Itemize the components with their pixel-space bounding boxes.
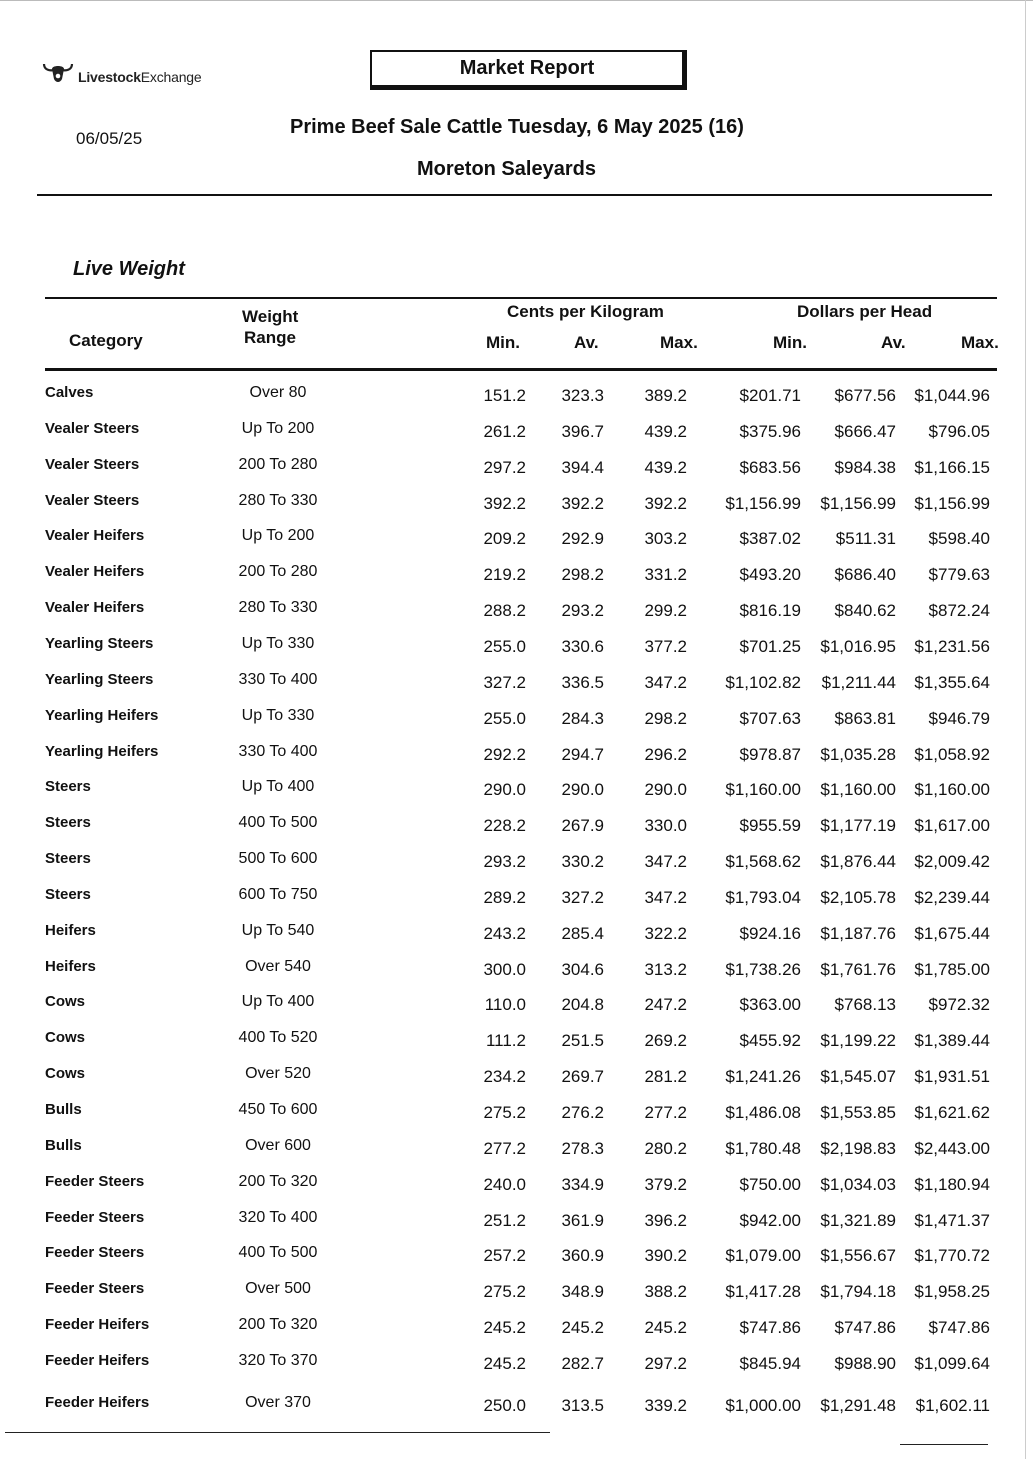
dollars-av-cell: $1,321.89 (820, 1210, 896, 1230)
category-cell: Cows (45, 993, 86, 1011)
cents-av-cell: 294.7 (561, 744, 604, 764)
dollars-min-cell: $387.02 (739, 529, 801, 549)
category-cell: Cows (45, 1065, 86, 1083)
dollars-av-cell: $1,794.18 (820, 1282, 896, 1302)
dollars-av-cell: $840.62 (834, 601, 896, 621)
cents-min-cell: 392.2 (483, 493, 526, 513)
category-cell: Steers (45, 778, 91, 796)
cents-av-cell: 327.2 (561, 887, 604, 907)
cents-min-cell: 228.2 (483, 816, 526, 836)
category-cell: Feeder Steers (45, 1280, 145, 1298)
dollars-max-cell: $796.05 (928, 421, 990, 441)
cents-av-cell: 293.2 (561, 601, 604, 621)
cents-min-cell: 209.2 (483, 529, 526, 549)
weight-range-cell: Up To 200 (241, 527, 315, 545)
dollars-max-cell: $1,166.15 (914, 457, 990, 477)
weight-range-cell: Over 80 (249, 384, 307, 401)
dollars-min-cell: $1,793.04 (725, 887, 801, 907)
category-cell: Heifers (45, 957, 96, 975)
category-cell: Yearling Steers (45, 634, 154, 652)
cents-min-cell: 243.2 (483, 923, 526, 943)
dollars-min-cell: $924.16 (739, 923, 801, 943)
weight-range-cell: 330 To 400 (238, 742, 318, 760)
column-header-category: Category (69, 331, 143, 350)
cents-max-cell: 389.2 (644, 386, 687, 405)
dollars-max-cell: $1,156.99 (914, 493, 990, 513)
dollars-max-cell: $2,009.42 (914, 852, 990, 872)
cents-max-cell: 303.2 (644, 529, 687, 549)
dollars-min-cell: $493.20 (739, 565, 801, 585)
column-header-cents-min: Min. (486, 333, 520, 352)
cents-av-cell: 285.4 (561, 923, 604, 943)
cents-av-cell: 269.7 (561, 1067, 604, 1087)
cents-av-cell: 336.5 (561, 672, 604, 692)
category-cell: Vealer Heifers (45, 599, 145, 617)
category-cell: Vealer Steers (45, 491, 140, 509)
dollars-max-cell: $779.63 (928, 565, 990, 585)
dollars-min-cell: $455.92 (739, 1031, 801, 1051)
cents-max-cell: 392.2 (644, 493, 687, 513)
dollars-max-cell: $598.40 (928, 529, 990, 549)
dollars-max-cell: $747.86 (928, 1318, 990, 1338)
dollars-av-cell: $2,198.83 (820, 1138, 896, 1158)
dollars-av-cell: $1,160.00 (820, 780, 896, 800)
weight-range-cell: 200 To 280 (238, 563, 318, 581)
cents-min-cell: 110.0 (484, 995, 526, 1015)
category-cell: Vealer Steers (45, 419, 140, 437)
cents-min-cell: 240.0 (483, 1174, 526, 1194)
cents-av-cell: 292.9 (561, 529, 604, 549)
weight-range-cell: Up To 200 (241, 419, 315, 437)
dollars-av-cell: $666.47 (834, 421, 896, 441)
bottom-rule-left (5, 1432, 550, 1433)
cents-min-cell: 255.0 (483, 636, 526, 656)
weight-range-cell: Over 540 (245, 957, 311, 975)
category-cell: Feeder Steers (45, 1244, 145, 1262)
cents-max-cell: 388.2 (644, 1282, 687, 1302)
dollars-av-cell: $1,016.95 (820, 636, 896, 656)
cents-av-cell: 298.2 (561, 565, 604, 585)
dollars-min-cell: $701.25 (739, 636, 801, 656)
cents-min-cell: 292.2 (483, 744, 526, 764)
cents-max-cell: 245.2 (644, 1318, 687, 1338)
dollars-av-cell: $747.86 (834, 1318, 896, 1338)
cents-max-cell: 290.0 (644, 780, 687, 800)
category-cell: Feeder Heifers (45, 1316, 150, 1334)
column-header-dollars-min: Min. (773, 333, 807, 352)
cents-av-cell: 392.2 (561, 493, 604, 513)
cents-max-cell: 280.2 (644, 1138, 687, 1158)
dollars-av-cell: $686.40 (834, 565, 896, 585)
cents-max-cell: 379.2 (644, 1174, 687, 1194)
dollars-min-cell: $1,102.82 (725, 672, 801, 692)
dollars-min-cell: $845.94 (739, 1353, 801, 1373)
cents-av-cell: 334.9 (561, 1174, 604, 1194)
cents-av-cell: 396.7 (561, 421, 604, 441)
category-cell: Feeder Heifers (45, 1393, 150, 1411)
page-right-edge (1025, 0, 1026, 1459)
dollars-min-cell: $375.96 (739, 421, 801, 441)
cents-av-cell: 245.2 (561, 1318, 604, 1338)
cents-min-cell: 151.2 (483, 386, 526, 405)
weight-range-cell: 330 To 400 (238, 670, 318, 688)
cents-max-cell: 396.2 (644, 1210, 687, 1230)
dollars-min-cell: $1,568.62 (725, 852, 801, 872)
cents-av-cell: 278.3 (561, 1138, 604, 1158)
weight-range-cell: 200 To 320 (238, 1316, 318, 1334)
dollars-av-cell: $984.38 (834, 457, 896, 477)
weight-range-cell: Over 520 (245, 1065, 311, 1083)
dollars-min-cell: $1,417.28 (725, 1282, 801, 1302)
cents-max-cell: 439.2 (644, 421, 687, 441)
livestock-exchange-logo (40, 48, 201, 88)
column-group-dollars: Dollars per Head (797, 302, 933, 321)
cents-max-cell: 347.2 (644, 672, 687, 692)
dollars-max-cell: $1,785.00 (914, 959, 990, 979)
dollars-av-cell: $1,291.48 (820, 1395, 896, 1415)
dollars-max-cell: $1,180.94 (914, 1174, 990, 1194)
dollars-av-cell: $1,761.76 (820, 959, 896, 979)
cents-max-cell: 322.2 (644, 923, 687, 943)
dollars-min-cell: $1,000.00 (725, 1395, 801, 1415)
weight-range-cell: 320 To 400 (238, 1208, 318, 1226)
weight-range-cell: Over 500 (245, 1280, 311, 1298)
cents-max-cell: 281.2 (644, 1067, 687, 1087)
dollars-av-cell: $1,556.67 (820, 1246, 896, 1266)
sale-title: Prime Beef Sale Cattle Tuesday, 6 May 2025 (16) (290, 116, 744, 138)
dollars-min-cell: $683.56 (739, 457, 801, 477)
dollars-max-cell: $872.24 (928, 601, 990, 621)
dollars-max-cell: $1,675.44 (914, 923, 990, 943)
category-cell: Vealer Heifers (45, 527, 145, 545)
dollars-min-cell: $1,160.00 (725, 780, 801, 800)
dollars-max-cell: $1,931.51 (914, 1067, 990, 1087)
dollars-av-cell: $1,876.44 (820, 852, 896, 872)
cents-min-cell: 234.2 (483, 1067, 526, 1087)
dollars-min-cell: $1,156.99 (725, 493, 801, 513)
cents-max-cell: 313.2 (644, 959, 687, 979)
dollars-min-cell: $201.71 (739, 386, 801, 405)
table-header-rule (45, 368, 997, 371)
cents-min-cell: 245.2 (483, 1353, 526, 1373)
cents-av-cell: 304.6 (561, 959, 604, 979)
dollars-av-cell: $2,105.78 (820, 887, 896, 907)
weight-range-cell: Up To 330 (241, 706, 315, 724)
dollars-min-cell: $1,486.08 (725, 1103, 801, 1122)
cents-min-cell: 261.2 (483, 421, 526, 441)
dollars-max-cell: $2,443.00 (914, 1138, 990, 1158)
cents-max-cell: 299.2 (644, 601, 687, 621)
dollars-av-cell: $511.31 (835, 529, 896, 549)
cents-max-cell: 330.0 (644, 816, 687, 836)
dollars-av-cell: $1,177.19 (820, 816, 896, 836)
cents-max-cell: 331.2 (644, 565, 687, 585)
cents-min-cell: 277.2 (483, 1138, 526, 1158)
category-cell: Bulls (45, 1101, 82, 1118)
weight-range-cell: 400 To 520 (238, 1029, 318, 1047)
dollars-max-cell: $1,044.96 (914, 386, 990, 405)
weight-range-cell: Over 370 (245, 1393, 311, 1411)
cents-min-cell: 255.0 (483, 708, 526, 728)
column-header-range: Range (244, 328, 296, 347)
header-divider (37, 194, 992, 196)
dollars-max-cell: $1,160.00 (914, 780, 990, 800)
column-group-cents: Cents per Kilogram (507, 302, 664, 321)
column-header-dollars-max: Max. (961, 333, 999, 352)
dollars-av-cell: $1,199.22 (820, 1031, 896, 1051)
cents-min-cell: 275.2 (483, 1103, 526, 1122)
dollars-av-cell: $1,211.44 (821, 672, 896, 692)
cents-av-cell: 323.3 (561, 386, 604, 405)
cents-max-cell: 339.2 (644, 1395, 687, 1415)
cents-min-cell: 111.2 (485, 1031, 526, 1051)
logo-text: LivestockExchange (78, 69, 202, 85)
weight-range-cell: 400 To 500 (238, 1244, 318, 1262)
cents-max-cell: 377.2 (644, 636, 687, 656)
report-type-box: Market Report (370, 50, 687, 90)
dollars-min-cell: $1,738.26 (725, 959, 801, 979)
cents-min-cell: 300.0 (483, 959, 526, 979)
column-header-cents-av: Av. (574, 333, 599, 352)
category-cell: Calves (45, 384, 94, 401)
page-top-edge (0, 0, 1033, 1)
dollars-max-cell: $1,621.62 (914, 1103, 990, 1122)
cents-max-cell: 297.2 (644, 1353, 687, 1373)
cents-av-cell: 394.4 (561, 457, 604, 477)
column-header-cents-max: Max. (660, 333, 698, 352)
cents-min-cell: 250.0 (483, 1395, 526, 1415)
cents-min-cell: 297.2 (483, 457, 526, 477)
category-cell: Steers (45, 850, 91, 868)
weight-range-cell: 600 To 750 (238, 885, 318, 903)
weight-range-cell: 500 To 600 (238, 850, 318, 868)
report-date: 06/05/25 (76, 129, 143, 148)
cents-min-cell: 290.0 (483, 780, 526, 800)
cents-min-cell: 275.2 (483, 1282, 526, 1302)
dollars-av-cell: $988.90 (834, 1353, 896, 1373)
dollars-av-cell: $1,035.28 (820, 744, 896, 764)
cents-max-cell: 269.2 (644, 1031, 687, 1051)
column-header-weight: Weight (242, 307, 299, 326)
cents-min-cell: 257.2 (483, 1246, 526, 1266)
dollars-av-cell: $677.56 (834, 386, 896, 405)
dollars-min-cell: $363.00 (739, 995, 801, 1015)
cents-av-cell: 290.0 (561, 780, 604, 800)
dollars-max-cell: $1,389.44 (914, 1031, 990, 1051)
column-header-dollars-av: Av. (881, 333, 906, 352)
dollars-min-cell: $816.19 (739, 601, 801, 621)
cents-max-cell: 298.2 (644, 708, 687, 728)
category-cell: Cows (45, 1029, 86, 1047)
weight-range-cell: 320 To 370 (238, 1351, 318, 1369)
category-cell: Heifers (45, 921, 96, 939)
cents-max-cell: 247.2 (644, 995, 687, 1015)
cents-av-cell: 204.8 (561, 995, 604, 1015)
cents-min-cell: 245.2 (483, 1318, 526, 1338)
cents-min-cell: 251.2 (483, 1210, 526, 1230)
dollars-max-cell: $1,602.11 (915, 1395, 990, 1415)
bottom-rule-right (900, 1444, 988, 1445)
cents-max-cell: 347.2 (644, 852, 687, 872)
cents-av-cell: 276.2 (561, 1103, 604, 1122)
cents-av-cell: 282.7 (561, 1353, 604, 1373)
bull-head-icon (40, 52, 76, 88)
dollars-max-cell: $1,770.72 (914, 1246, 990, 1266)
weight-range-cell: 200 To 320 (238, 1172, 318, 1190)
dollars-av-cell: $1,034.03 (820, 1174, 896, 1194)
weight-range-cell: Up To 400 (241, 778, 315, 796)
dollars-max-cell: $946.79 (928, 708, 990, 728)
cents-av-cell: 251.5 (561, 1031, 604, 1051)
cents-av-cell: 361.9 (561, 1210, 604, 1230)
dollars-min-cell: $747.86 (739, 1318, 801, 1338)
weight-range-cell: 200 To 280 (238, 455, 318, 473)
dollars-av-cell: $1,187.76 (820, 923, 896, 943)
cents-av-cell: 360.9 (561, 1246, 604, 1266)
cents-max-cell: 439.2 (644, 457, 687, 477)
dollars-min-cell: $707.63 (739, 708, 801, 728)
dollars-max-cell: $1,099.64 (914, 1353, 990, 1373)
dollars-max-cell: $1,958.25 (914, 1282, 990, 1302)
weight-range-cell: Up To 400 (241, 993, 315, 1011)
dollars-av-cell: $1,545.07 (820, 1067, 896, 1087)
dollars-min-cell: $978.87 (739, 744, 801, 764)
cents-min-cell: 327.2 (483, 672, 526, 692)
cents-max-cell: 390.2 (644, 1246, 687, 1266)
dollars-min-cell: $1,079.00 (725, 1246, 801, 1266)
table-top-rule (45, 297, 997, 299)
dollars-max-cell: $972.32 (928, 995, 990, 1015)
cents-av-cell: 267.9 (561, 816, 604, 836)
dollars-max-cell: $1,231.56 (914, 636, 990, 656)
cents-min-cell: 289.2 (483, 887, 526, 907)
cents-av-cell: 330.2 (561, 852, 604, 872)
category-cell: Steers (45, 885, 91, 903)
dollars-min-cell: $942.00 (739, 1210, 801, 1230)
dollars-av-cell: $863.81 (834, 708, 896, 728)
weight-range-cell: 450 To 600 (238, 1101, 318, 1118)
dollars-min-cell: $750.00 (739, 1174, 801, 1194)
category-cell: Bulls (45, 1136, 82, 1154)
dollars-max-cell: $1,355.64 (914, 672, 990, 692)
cents-av-cell: 284.3 (561, 708, 604, 728)
dollars-max-cell: $1,617.00 (914, 816, 990, 836)
dollars-max-cell: $1,471.37 (914, 1210, 990, 1230)
dollars-min-cell: $955.59 (739, 816, 801, 836)
weight-range-cell: Up To 540 (241, 921, 315, 939)
cents-max-cell: 296.2 (644, 744, 687, 764)
dollars-av-cell: $1,553.85 (820, 1103, 896, 1122)
cents-max-cell: 277.2 (644, 1103, 687, 1122)
weight-range-cell: 280 To 330 (238, 599, 318, 617)
cents-min-cell: 293.2 (483, 852, 526, 872)
category-cell: Vealer Steers (45, 455, 140, 473)
dollars-min-cell: $1,780.48 (725, 1138, 801, 1158)
dollars-max-cell: $2,239.44 (914, 887, 990, 907)
dollars-max-cell: $1,058.92 (914, 744, 990, 764)
cents-av-cell: 348.9 (561, 1282, 604, 1302)
weight-range-cell: Up To 330 (241, 634, 315, 652)
dollars-av-cell: $768.13 (834, 995, 896, 1015)
category-cell: Feeder Heifers (45, 1351, 150, 1369)
cents-min-cell: 219.2 (483, 565, 526, 585)
section-title: Live Weight (73, 258, 185, 280)
category-cell: Yearling Heifers (45, 742, 159, 760)
category-cell: Feeder Steers (45, 1208, 145, 1226)
category-cell: Yearling Heifers (45, 706, 159, 724)
weight-range-cell: 280 To 330 (238, 491, 318, 509)
category-cell: Feeder Steers (45, 1172, 145, 1190)
dollars-min-cell: $1,241.26 (725, 1067, 801, 1087)
venue-name: Moreton Saleyards (417, 158, 596, 180)
dollars-av-cell: $1,156.99 (820, 493, 896, 513)
weight-range-cell: 400 To 500 (238, 814, 318, 832)
category-cell: Steers (45, 814, 91, 832)
cents-max-cell: 347.2 (644, 887, 687, 907)
cents-min-cell: 288.2 (483, 601, 526, 621)
category-cell: Yearling Steers (45, 670, 154, 688)
weight-range-cell: Over 600 (245, 1136, 311, 1154)
cents-av-cell: 330.6 (561, 636, 604, 656)
cents-av-cell: 313.5 (561, 1395, 604, 1415)
category-cell: Vealer Heifers (45, 563, 145, 581)
